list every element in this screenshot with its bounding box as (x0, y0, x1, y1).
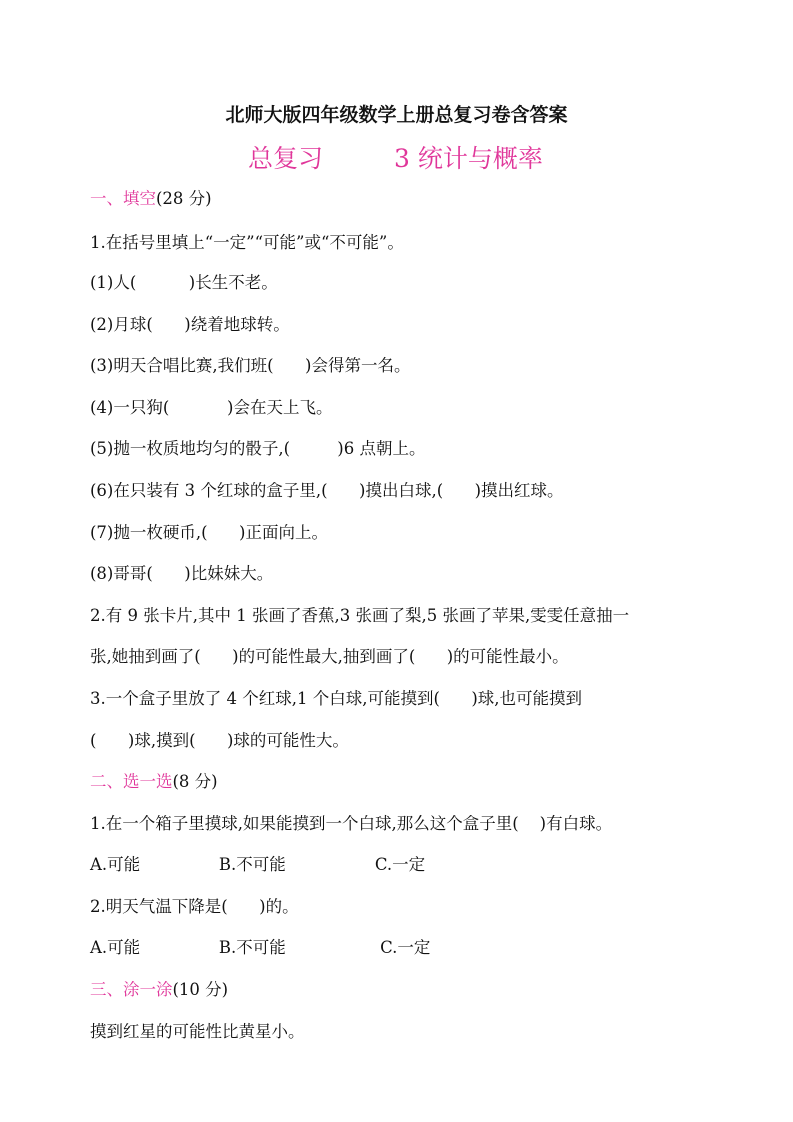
question-line: (2)月球( )绕着地球转。 (90, 315, 290, 334)
options-line: A.可能 B.不可能 C.一定 (90, 938, 431, 957)
question-line: 2.有 9 张卡片,其中 1 张画了香蕉,3 张画了梨,5 张画了苹果,雯雯任意抽一 (90, 606, 630, 625)
question-line: (4)一只狗( )会在天上飞。 (90, 398, 333, 417)
question-line: (7)抛一枚硬币,( )正面向上。 (90, 523, 328, 542)
section-title: 一、填空 (90, 189, 156, 208)
section-title: 二、选一选 (90, 772, 173, 791)
question-line: (1)人( )长生不老。 (90, 273, 278, 292)
section-score: (10 分) (172, 980, 229, 999)
question-line: 张,她抽到画了( )的可能性最大,抽到画了( )的可能性最小。 (90, 647, 569, 666)
question-line: (5)抛一枚质地均匀的骰子,( )6 点朝上。 (90, 439, 426, 458)
question-line: 1.在一个箱子里摸球,如果能摸到一个白球,那么这个盒子里( )有白球。 (90, 814, 613, 833)
section-heading-color (90, 979, 228, 1001)
subtitle-right: 3 统计与概率 (394, 144, 543, 173)
question-line: 2.明天气温下降是( )的。 (90, 897, 299, 916)
document-title: 北师大版四年级数学上册总复习卷含答案 (225, 104, 568, 126)
question-line: 3.一个盒子里放了 4 个红球,1 个白球,可能摸到( )球,也可能摸到 (90, 689, 583, 708)
options-line: A.可能 B.不可能 C.一定 (90, 855, 426, 874)
question-line: ( )球,摸到( )球的可能性大。 (90, 731, 349, 750)
question-line: 摸到红星的可能性比黄星小。 (90, 1022, 305, 1041)
section-title: 三、涂一涂 (90, 980, 173, 999)
question-line: (6)在只装有 3 个红球的盒子里,( )摸出白球,( )摸出红球。 (90, 481, 564, 500)
subtitle-left: 总复习 (248, 144, 324, 173)
section-score: (28 分) (156, 189, 212, 208)
section-heading-choice (90, 771, 218, 793)
question-line: (8)哥哥( )比妹妹大。 (90, 564, 274, 583)
section-score: (8 分) (172, 772, 218, 791)
section-heading-fill (90, 188, 212, 210)
question-line: (3)明天合唱比赛,我们班( )会得第一名。 (90, 356, 411, 375)
question-line: 1.在括号里填上“一定”“可能”或“不可能”。 (90, 233, 404, 252)
